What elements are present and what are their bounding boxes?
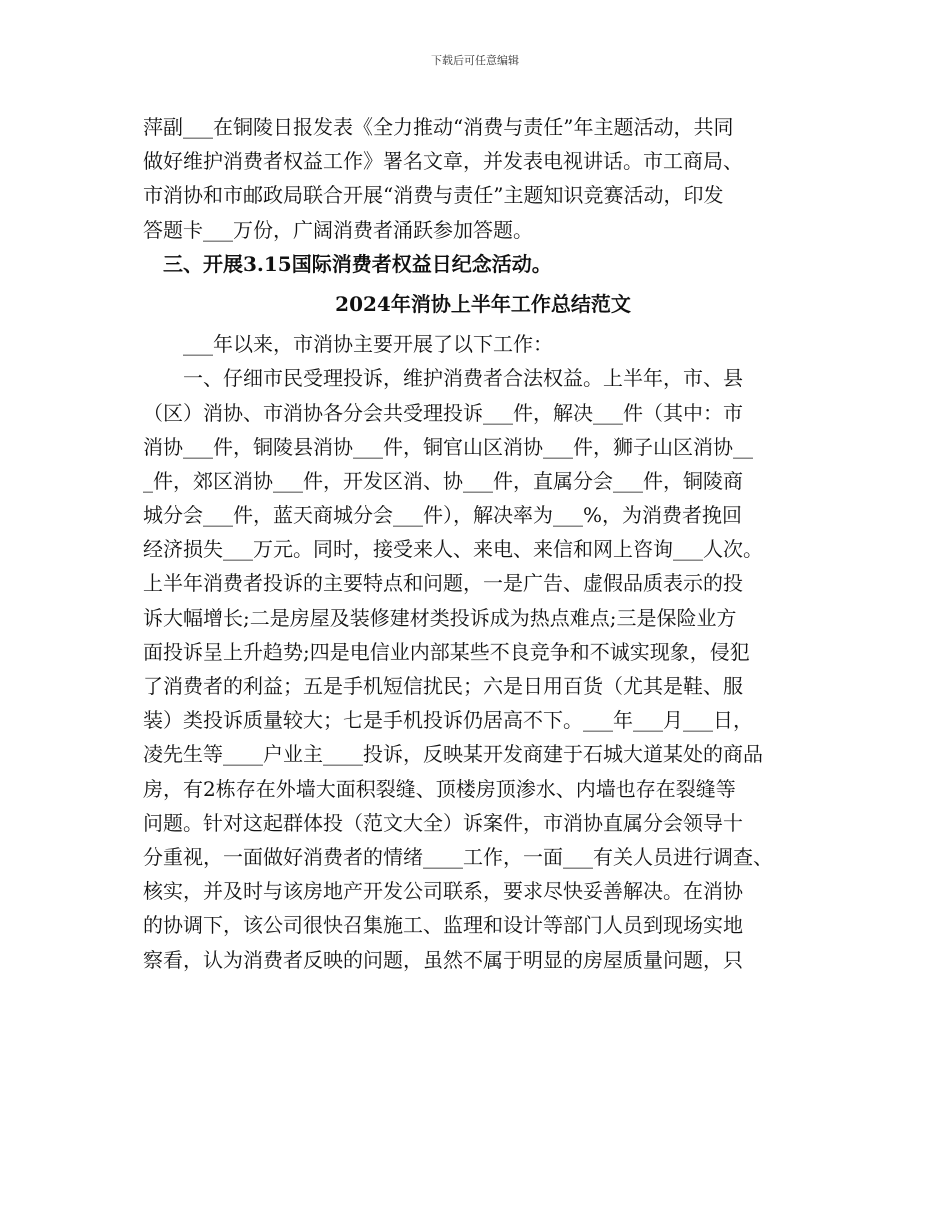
page-header: 下载后可任意编辑 (431, 54, 519, 67)
paragraph-line: 察看，认为消费者反映的问题，虽然不属于明显的房屋质量问题，只 (143, 947, 743, 972)
paragraph-line: 装）类投诉质量较大；七是手机投诉仍居高不下。___年___月___日， (143, 708, 753, 733)
paragraph-line: 消协___件，铜陵县消协___件，铜官山区消协___件，狮子山区消协__ (143, 434, 753, 459)
paragraph-line: 城分会___件，蓝天商城分会___件），解决率为___%，为消费者挽回 (143, 503, 743, 528)
paragraph-line: 诉大幅增长;二是房屋及装修建材类投诉成为热点难点;三是保险业方 (143, 605, 737, 630)
paragraph-line: 答题卡___万份，广阔消费者涌跃参加答题。 (143, 217, 533, 242)
paragraph-line: 面投诉呈上升趋势;四是电信业内部某些不良竞争和不诚实现象，侵犯 (143, 639, 750, 664)
paragraph-line: 做好维护消费者权益工作》署名文章，并发表电视讲话。市工商局、 (143, 149, 743, 174)
paragraph-line: 萍副___在铜陵日报发表《全力推动“消费与责任”年主题活动，共同 (143, 115, 734, 139)
paragraph-line: 市消协和市邮政局联合开展“消费与责任”主题知识竞赛活动，印发 (143, 183, 724, 208)
paragraph-line: （区）消协、市消协各分会共受理投诉___件，解决___件（其中：市 (143, 400, 743, 425)
document-body (143, 110, 823, 977)
paragraph-line: 核实，并及时与该房地产开发公司联系，要求尽快妥善解决。在消协 (143, 879, 743, 904)
paragraph-line: 经济损失___万元。同时，接受来人、来电、来信和网上咨询___人次。 (143, 537, 763, 562)
paragraph-line: 凌先生等____户业主____投诉，反映某开发商建于石城大道某处的商品 (143, 742, 763, 767)
paragraph-line: 问题。针对这起群体投（范文大全）诉案件，市消协直属分会领导十 (143, 810, 743, 835)
paragraph-line: _件，郊区消协___件，开发区消、协___件，直属分会___件，铜陵商 (143, 468, 743, 493)
paragraph-line: ___年以来，市消协主要开展了以下工作： (143, 332, 553, 357)
paragraph-line: 了消费者的利益；五是手机短信扰民；六是日用百货（尤其是鞋、服 (143, 674, 743, 698)
paragraph-line: 上半年消费者投诉的主要特点和问题，一是广告、虚假品质表示的投 (143, 571, 743, 596)
paragraph-line: 的协调下，该公司很快召集施工、监理和设计等部门人员到现场实地 (143, 913, 743, 938)
article-title: 2024年消协上半年工作总结范文 (335, 291, 631, 316)
section-heading: 三、开展3.15国际消费者权益日纪念活动。 (143, 251, 552, 276)
paragraph-line: 房，有2栋存在外墙大面积裂缝、顶楼房顶渗水、内墙也存在裂缝等 (143, 776, 736, 801)
paragraph-line: 一、仔细市民受理投诉，维护消费者合法权益。上半年，市、县 (143, 366, 743, 391)
paragraph-line: 分重视，一面做好消费者的情绪____工作，一面___有关人员进行调查、 (143, 844, 773, 869)
